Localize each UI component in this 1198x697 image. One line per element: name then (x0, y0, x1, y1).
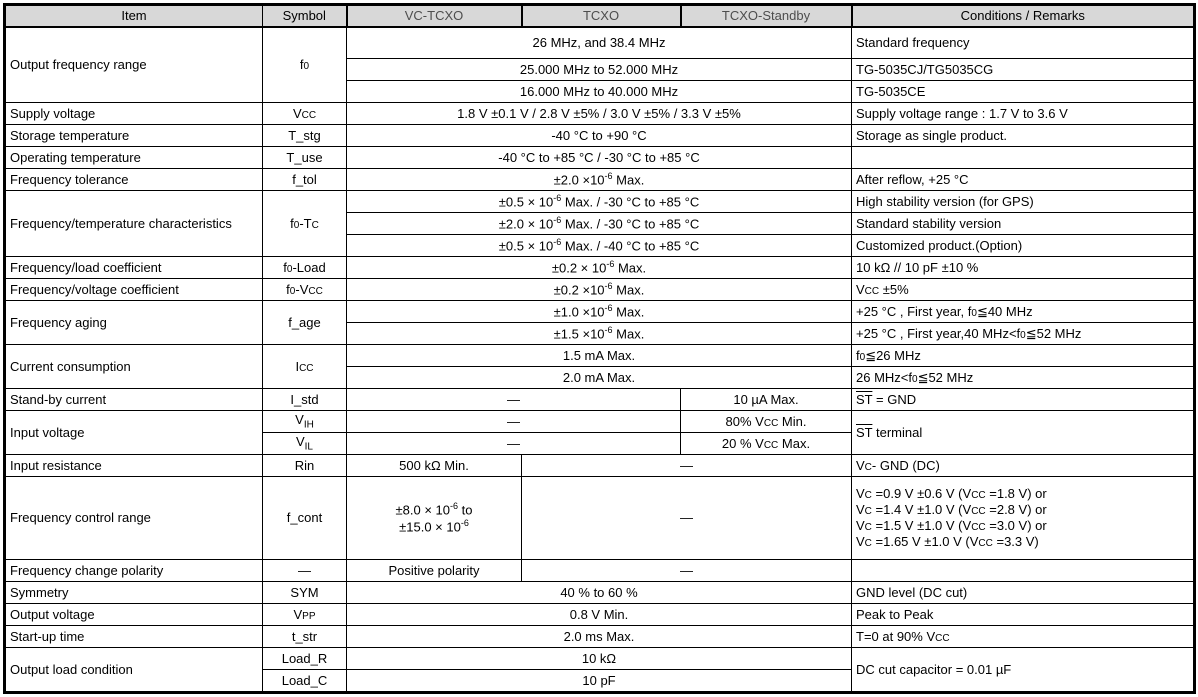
conditions-cell: +25 °C , First year,40 MHz<f0≦52 MHz (852, 323, 1195, 345)
conditions-cell: 26 MHz<f0≦52 MHz (852, 367, 1195, 389)
conditions-cell: $\overline{ST}$ = GND (852, 389, 1195, 411)
conditions-cell: Standard stability version (852, 213, 1195, 235)
item-cell: Input resistance (5, 455, 263, 477)
value-cell: Positive polarity (347, 560, 522, 582)
item-cell: Input voltage (5, 411, 263, 455)
conditions-cell: Peak to Peak (852, 604, 1195, 626)
value-cell: 10 pF (347, 670, 852, 693)
column-header-symbol: Symbol (263, 5, 347, 28)
item-cell: Supply voltage (5, 103, 263, 125)
value-cell: 10 kΩ (347, 648, 852, 670)
symbol-cell: $V_{IH}$ (263, 411, 347, 433)
table-row (5, 191, 1195, 213)
conditions-cell: VC =0.9 V ±0.6 V (VCC =1.8 V) or VC =1.4 V ±1.0 V (VCC =2.8 V) or VC =1.5 V ±1.0 V (VCC =3.0 V) or VC =1.65 V ±1.0 V (VCC =3.3 V) (852, 477, 1195, 560)
conditions-cell: Storage as single product. (852, 125, 1195, 147)
symbol-cell: f_age (263, 301, 347, 345)
table-row (5, 560, 1195, 582)
table-row (5, 169, 1195, 191)
table-row (5, 477, 1195, 560)
value-cell: 20 % VCC Max. (681, 433, 852, 455)
table-row (5, 411, 1195, 433)
table-row (5, 389, 1195, 411)
conditions-cell: $\overline{ST}$ terminal (852, 411, 1195, 455)
value-cell: $\pm 1.0 \times 10^{-6}$ Max. (347, 301, 852, 323)
value-cell: — (347, 433, 681, 455)
table-row (5, 604, 1195, 626)
item-cell: Frequency control range (5, 477, 263, 560)
conditions-cell: After reflow, +25 °C (852, 169, 1195, 191)
value-cell: $\pm 2.0 \times 10^{-6}$ Max. (347, 169, 852, 191)
value-cell: 2.0 ms Max. (347, 626, 852, 648)
item-cell: Frequency change polarity (5, 560, 263, 582)
value-cell: 1.5 mA Max. (347, 345, 852, 367)
table-row (5, 626, 1195, 648)
value-cell: — (522, 455, 852, 477)
value-cell: -40 °C to +90 °C (347, 125, 852, 147)
table-row (5, 648, 1195, 670)
value-cell: $\pm 0.2 \times 10^{-6}$ Max. (347, 257, 852, 279)
value-cell: — (347, 389, 681, 411)
conditions-cell: TG-5035CJ/TG5035CG (852, 59, 1195, 81)
column-header-conditions: Conditions / Remarks (852, 5, 1195, 28)
conditions-cell: Standard frequency (852, 27, 1195, 59)
conditions-cell (852, 147, 1195, 169)
symbol-cell: f0-TC (263, 191, 347, 257)
symbol-cell: ICC (263, 345, 347, 389)
value-cell: $\pm 1.5 \times 10^{-6}$ Max. (347, 323, 852, 345)
table-row (5, 257, 1195, 279)
item-cell: Current consumption (5, 345, 263, 389)
value-cell: $\pm 0.5 \times 10^{-6}$ Max. / -40 °C to +85 °C (347, 235, 852, 257)
symbol-cell: f_cont (263, 477, 347, 560)
table-row (5, 455, 1195, 477)
item-cell: Symmetry (5, 582, 263, 604)
conditions-cell: +25 °C , First year, f0≦40 MHz (852, 301, 1195, 323)
conditions-cell: f0≦26 MHz (852, 345, 1195, 367)
conditions-cell (852, 560, 1195, 582)
spec-table-body (5, 27, 1195, 693)
value-cell: $\pm 8.0 \times 10^{-6}$ to $\pm 15.0 \times 10^{-6}$ (347, 477, 522, 560)
item-cell: Storage temperature (5, 125, 263, 147)
value-cell: 16.000 MHz to 40.000 MHz (347, 81, 852, 103)
item-cell: Frequency/temperature characteristics (5, 191, 263, 257)
symbol-cell: f0-VCC (263, 279, 347, 301)
symbol-cell: Load_R (263, 648, 347, 670)
conditions-cell: High stability version (for GPS) (852, 191, 1195, 213)
item-cell: Stand-by current (5, 389, 263, 411)
symbol-cell: T_stg (263, 125, 347, 147)
table-row (5, 103, 1195, 125)
value-cell: 10 µA Max. (681, 389, 852, 411)
table-row (5, 147, 1195, 169)
value-cell: — (347, 411, 681, 433)
item-cell: Output frequency range (5, 27, 263, 103)
value-cell: 40 % to 60 % (347, 582, 852, 604)
header-row (5, 5, 1195, 28)
symbol-cell: t_str (263, 626, 347, 648)
value-cell: 80% VCC Min. (681, 411, 852, 433)
conditions-cell: 10 kΩ // 10 pF ±10 % (852, 257, 1195, 279)
value-cell: — (522, 560, 852, 582)
value-cell: 1.8 V ±0.1 V / 2.8 V ±5% / 3.0 V ±5% / 3.3 V ±5% (347, 103, 852, 125)
item-cell: Operating temperature (5, 147, 263, 169)
value-cell: 2.0 mA Max. (347, 367, 852, 389)
symbol-cell: I_std (263, 389, 347, 411)
value-cell: 26 MHz, and 38.4 MHz (347, 27, 852, 59)
spec-table-header (5, 5, 1195, 28)
symbol-cell: T_use (263, 147, 347, 169)
symbol-cell: VPP (263, 604, 347, 626)
conditions-cell: DC cut capacitor = 0.01 µF (852, 648, 1195, 693)
conditions-cell: T=0 at 90% VCC (852, 626, 1195, 648)
conditions-cell: VCC ±5% (852, 279, 1195, 301)
value-cell: $\pm 2.0 \times 10^{-6}$ Max. / -30 °C to +85 °C (347, 213, 852, 235)
item-cell: Output load condition (5, 648, 263, 693)
symbol-cell: f0 (263, 27, 347, 103)
value-cell: $\pm 0.5 \times 10^{-6}$ Max. / -30 °C to +85 °C (347, 191, 852, 213)
table-row (5, 125, 1195, 147)
item-cell: Frequency aging (5, 301, 263, 345)
value-cell: — (522, 477, 852, 560)
symbol-cell: VCC (263, 103, 347, 125)
conditions-cell: VC- GND (DC) (852, 455, 1195, 477)
conditions-cell: GND level (DC cut) (852, 582, 1195, 604)
table-row (5, 27, 1195, 59)
symbol-cell: $V_{IL}$ (263, 433, 347, 455)
conditions-cell: Customized product.(Option) (852, 235, 1195, 257)
item-cell: Output voltage (5, 604, 263, 626)
column-header-tcxo-standby: TCXO-Standby (681, 5, 852, 28)
value-cell: 0.8 V Min. (347, 604, 852, 626)
symbol-cell: f0-Load (263, 257, 347, 279)
symbol-cell: Rin (263, 455, 347, 477)
table-row (5, 301, 1195, 323)
table-row (5, 345, 1195, 367)
column-header-tcxo: TCXO (522, 5, 681, 28)
value-cell: 500 kΩ Min. (347, 455, 522, 477)
conditions-cell: Supply voltage range : 1.7 V to 3.6 V (852, 103, 1195, 125)
symbol-cell: — (263, 560, 347, 582)
symbol-cell: Load_C (263, 670, 347, 693)
column-header-vc-tcxo: VC-TCXO (347, 5, 522, 28)
table-row (5, 279, 1195, 301)
column-header-item: Item (5, 5, 263, 28)
value-cell: $\pm 0.2 \times 10^{-6}$ Max. (347, 279, 852, 301)
item-cell: Frequency/load coefficient (5, 257, 263, 279)
conditions-cell: TG-5035CE (852, 81, 1195, 103)
table-row (5, 582, 1195, 604)
item-cell: Frequency/voltage coefficient (5, 279, 263, 301)
symbol-cell: SYM (263, 582, 347, 604)
item-cell: Start-up time (5, 626, 263, 648)
item-cell: Frequency tolerance (5, 169, 263, 191)
value-cell: -40 °C to +85 °C / -30 °C to +85 °C (347, 147, 852, 169)
spec-table (3, 3, 1196, 694)
value-cell: 25.000 MHz to 52.000 MHz (347, 59, 852, 81)
symbol-cell: f_tol (263, 169, 347, 191)
